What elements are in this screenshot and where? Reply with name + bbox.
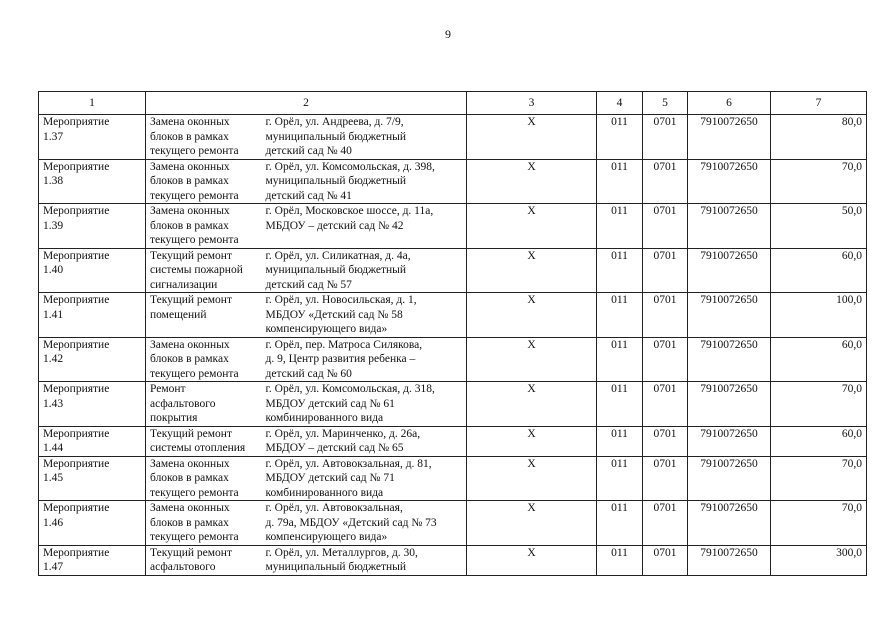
cell-line: текущего ремонта [150,531,239,543]
address-cell [262,501,467,546]
measure-id-cell [39,426,146,456]
cell-line: г. Орёл, пер. Матроса Силякова, [265,338,423,351]
table-row [39,382,867,427]
amount-cell: 70,0 [771,456,867,501]
address-cell [262,382,467,427]
cell-line: муниципальный бюджетный [265,130,407,143]
header-cell-7: 7 [771,92,867,115]
cell-line: 1.47 [43,561,64,573]
col6-cell: 7910072650 [688,545,771,575]
cell-line: текущего ремонта [150,189,239,202]
cell-line: г. Орёл, Московское шоссе, д. 11а, [265,205,434,217]
cell-line: г. Орёл, ул. Силикатная, д. 4а, [265,249,411,262]
cell-line: детский сад № 40 [265,145,352,157]
measure-id-cell [39,115,146,160]
col6-cell: 7910072650 [688,248,771,293]
measure-id-cell [39,337,146,382]
col3-cell: Х [467,159,597,204]
table-row [39,115,867,160]
amount-cell: 60,0 [771,426,867,456]
address-cell [262,426,467,456]
cell-line: компенсирующего вида» [265,323,388,335]
cell-line: 1.41 [43,308,64,321]
table-row [39,204,867,249]
amount-cell: 300,0 [771,545,867,575]
cell-line: блоков в рамках [150,130,229,143]
table-row [39,545,867,575]
address-cell [262,248,467,293]
table-row [39,159,867,204]
work-type-cell [146,426,262,456]
cell-line: покрытия [150,412,198,424]
col3-cell: Х [467,545,597,575]
cell-line: Мероприятие [43,502,110,514]
cell-line: Замена оконных [150,502,230,514]
amount-cell: 100,0 [771,293,867,338]
work-type-cell [146,545,262,575]
cell-line: д. 9, Центр развития ребенка – [265,353,416,365]
measure-id-cell [39,501,146,546]
cell-line: блоков в рамках [150,175,229,187]
amount-cell: 50,0 [771,204,867,249]
cell-line: Мероприятие [43,160,110,173]
table-row [39,293,867,338]
cell-line: Мероприятие [43,338,110,351]
col4-cell: 011 [597,293,643,338]
cell-line: Мероприятие [43,205,110,217]
col6-cell: 7910072650 [688,159,771,204]
cell-line: г. Орёл, ул. Автовокзальная, д. 81, [265,457,432,470]
work-type-cell [146,159,262,204]
col4-cell: 011 [597,501,643,546]
work-type-cell [146,204,262,249]
col6-cell: 7910072650 [688,501,771,546]
measure-id-cell [39,456,146,501]
cell-line: Текущий ремонт [150,294,232,306]
cell-line: блоков в рамках [150,219,229,232]
address-cell [262,456,467,501]
work-type-cell [146,456,262,501]
address-cell [262,159,467,204]
col6-cell: 7910072650 [688,204,771,249]
cell-line: Мероприятие [43,116,110,128]
cell-line: Мероприятие [43,546,110,559]
cell-line: 1.38 [43,175,64,187]
page-number: 9 [445,27,451,41]
cell-line: муниципальный бюджетный [265,264,407,276]
table-row [39,501,867,546]
cell-line: Замена оконных [150,338,230,351]
cell-line: 1.46 [43,516,64,529]
cell-line: Мероприятие [43,427,110,440]
work-type-cell [146,382,262,427]
table-row [39,426,867,456]
cell-line: МБДОУ – детский сад № 42 [265,219,404,232]
cell-line: Замена оконных [150,116,230,128]
cell-line: блоков в рамках [150,516,229,529]
cell-line: г. Орёл, ул. Автовокзальная, [265,502,403,514]
col5-cell: 0701 [643,382,688,427]
measure-id-cell [39,248,146,293]
col5-cell: 0701 [643,293,688,338]
cell-line: 1.43 [43,397,64,410]
col5-cell: 0701 [643,204,688,249]
col6-cell: 7910072650 [688,337,771,382]
col3-cell: Х [467,204,597,249]
cell-line: текущего ремонта [150,234,239,246]
cell-line: Текущий ремонт [150,249,232,262]
cell-line: блоков в рамках [150,353,229,365]
cell-line: асфальтового [150,561,216,573]
address-cell [262,293,467,338]
cell-line: сигнализации [150,278,218,291]
amount-cell: 60,0 [771,248,867,293]
col3-cell: Х [467,115,597,160]
col4-cell: 011 [597,337,643,382]
header-cell-2: 2 [146,92,467,115]
cell-line: детский сад № 41 [265,189,352,202]
work-type-cell [146,115,262,160]
work-type-cell [146,248,262,293]
cell-line: компенсирующего вида» [265,531,388,543]
cell-line: г. Орёл, ул. Андреева, д. 7/9, [265,116,404,128]
col3-cell: Х [467,426,597,456]
col5-cell: 0701 [643,159,688,204]
cell-line: текущего ремонта [150,486,239,499]
col6-cell: 7910072650 [688,293,771,338]
cell-line: Замена оконных [150,205,230,217]
header-cell-5: 5 [643,92,688,115]
cell-line: Ремонт [150,383,186,395]
col4-cell: 011 [597,115,643,160]
cell-line: 1.44 [43,442,64,454]
col5-cell: 0701 [643,501,688,546]
address-cell [262,545,467,575]
address-cell [262,115,467,160]
col4-cell: 011 [597,248,643,293]
address-cell [262,337,467,382]
measure-id-cell [39,545,146,575]
cell-line: 1.42 [43,353,64,365]
measure-id-cell [39,293,146,338]
measure-id-cell [39,159,146,204]
col5-cell: 0701 [643,115,688,160]
col6-cell: 7910072650 [688,382,771,427]
cell-line: МБДОУ детский сад № 71 [265,472,395,484]
work-type-cell [146,293,262,338]
amount-cell: 70,0 [771,382,867,427]
table-row [39,456,867,501]
col6-cell: 7910072650 [688,456,771,501]
cell-line: МБДОУ – детский сад № 65 [265,442,404,454]
col4-cell: 011 [597,382,643,427]
cell-line: Мероприятие [43,249,110,262]
amount-cell: 60,0 [771,337,867,382]
cell-line: текущего ремонта [150,367,239,380]
amount-cell: 70,0 [771,501,867,546]
cell-line: асфальтового [150,397,216,410]
cell-line: МБДОУ «Детский сад № 58 [265,308,403,321]
cell-line: г. Орёл, ул. Комсомольская, д. 398, [265,160,435,173]
header-cell-6: 6 [688,92,771,115]
col4-cell: 011 [597,545,643,575]
cell-line: детский сад № 57 [265,278,352,291]
col5-cell: 0701 [643,248,688,293]
cell-line: МБДОУ детский сад № 61 [265,397,395,410]
cell-line: системы отопления [150,442,246,454]
header-cell-1: 1 [39,92,146,115]
col3-cell: Х [467,293,597,338]
col4-cell: 011 [597,456,643,501]
measures-table [38,91,867,576]
cell-line: системы пожарной [150,264,243,276]
header-cell-3: 3 [467,92,597,115]
amount-cell: 80,0 [771,115,867,160]
cell-line: 1.37 [43,130,64,143]
col5-cell: 0701 [643,545,688,575]
measure-id-cell [39,382,146,427]
col3-cell: Х [467,501,597,546]
cell-line: г. Орёл, ул. Маринченко, д. 26а, [265,427,421,440]
col3-cell: Х [467,382,597,427]
col3-cell: Х [467,456,597,501]
col3-cell: Х [467,248,597,293]
cell-line: 1.39 [43,219,64,232]
cell-line: помещений [150,308,207,321]
cell-line: Мероприятие [43,383,110,395]
col4-cell: 011 [597,204,643,249]
col5-cell: 0701 [643,337,688,382]
work-type-cell [146,501,262,546]
cell-line: г. Орёл, ул. Комсомольская, д. 318, [265,383,435,395]
table-header-row [39,92,867,115]
cell-line: г. Орёл, ул. Металлургов, д. 30, [265,546,418,559]
cell-line: 1.40 [43,264,64,276]
cell-line: 1.45 [43,472,64,484]
col5-cell: 0701 [643,456,688,501]
cell-line: детский сад № 60 [265,367,352,380]
col4-cell: 011 [597,159,643,204]
measure-id-cell [39,204,146,249]
cell-line: комбинированного вида [265,486,384,499]
col3-cell: Х [467,337,597,382]
table-row [39,337,867,382]
cell-line: Текущий ремонт [150,546,232,559]
amount-cell: 70,0 [771,159,867,204]
cell-line: текущего ремонта [150,145,239,157]
table-row [39,248,867,293]
col6-cell: 7910072650 [688,426,771,456]
col4-cell: 011 [597,426,643,456]
cell-line: Замена оконных [150,160,230,173]
header-cell-4: 4 [597,92,643,115]
cell-line: муниципальный бюджетный [265,561,407,573]
col5-cell: 0701 [643,426,688,456]
cell-line: д. 79а, МБДОУ «Детский сад № 73 [265,516,437,529]
cell-line: Мероприятие [43,457,110,470]
cell-line: Замена оконных [150,457,230,470]
work-type-cell [146,337,262,382]
cell-line: блоков в рамках [150,472,229,484]
col6-cell: 7910072650 [688,115,771,160]
cell-line: г. Орёл, ул. Новосильская, д. 1, [265,294,417,306]
cell-line: комбинированного вида [265,412,384,424]
address-cell [262,204,467,249]
cell-line: муниципальный бюджетный [265,175,407,187]
cell-line: Текущий ремонт [150,427,232,440]
cell-line: Мероприятие [43,294,110,306]
